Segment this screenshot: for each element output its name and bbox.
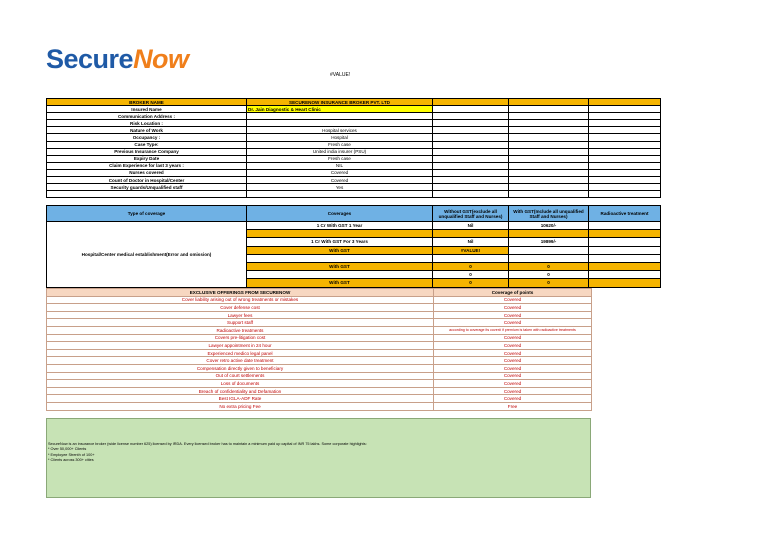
offering-item: Loss of documents <box>47 380 434 388</box>
offering-item: Lawyer appointment in 24 hour <box>47 342 434 350</box>
empty-cell <box>433 141 509 148</box>
info-value: Covered <box>247 177 433 184</box>
info-row <box>47 127 661 134</box>
info-row <box>47 106 661 113</box>
empty-cell <box>509 169 589 176</box>
company-highlights-note <box>46 418 591 498</box>
coverage-name <box>247 254 433 262</box>
with-gst-value <box>509 246 589 254</box>
offering-row <box>47 364 592 372</box>
empty-cell <box>509 184 589 191</box>
offering-row <box>47 342 592 350</box>
info-row <box>47 134 661 141</box>
empty-cell <box>589 113 661 120</box>
coverage-row <box>47 222 661 230</box>
offering-status: Covered <box>434 395 592 403</box>
offering-status: Free <box>434 402 592 410</box>
coverage-name <box>247 230 433 238</box>
info-label: Insured Name <box>47 106 247 113</box>
coverage-name: With GST <box>247 279 433 287</box>
without-gst-value: 0 <box>433 279 509 287</box>
empty-cell <box>509 99 589 106</box>
without-gst-value <box>433 254 509 262</box>
empty-cell <box>433 177 509 184</box>
offering-item: Cover defense cost <box>47 304 434 312</box>
info-value: NIL <box>247 162 433 169</box>
info-row <box>47 162 661 169</box>
info-value: Covered <box>247 169 433 176</box>
securenow-logo <box>46 46 189 73</box>
empty-cell <box>433 169 509 176</box>
offering-row <box>47 357 592 365</box>
without-gst-value: #VALUE! <box>433 246 509 254</box>
offering-row <box>47 296 592 304</box>
empty-cell <box>433 99 509 106</box>
empty-cell <box>433 120 509 127</box>
empty-cell <box>433 127 509 134</box>
info-label: Communication Address : <box>47 113 247 120</box>
offering-row <box>47 349 592 357</box>
empty-cell <box>589 177 661 184</box>
with-gst-value: 0 <box>509 262 589 270</box>
info-row <box>47 177 661 184</box>
offering-row <box>47 380 592 388</box>
coverage-type-label: Hospital/Center medical establishment(Error and omission) <box>47 222 247 288</box>
offering-row <box>47 387 592 395</box>
coverage-name: 1 Cr With GST For 3 Years <box>247 238 433 246</box>
empty-cell <box>509 106 589 113</box>
empty-cell <box>589 127 661 134</box>
broker-name-value: SECURENOW INSURANCE BROKER PVT. LTD <box>247 99 433 106</box>
empty-cell <box>589 238 661 246</box>
empty-cell <box>433 148 509 155</box>
offering-item: Covers pre-litigation cost <box>47 334 434 342</box>
offering-item: Experienced medico legal panel <box>47 349 434 357</box>
offering-item: No extra pricing Fee <box>47 402 434 410</box>
offering-row <box>47 372 592 380</box>
with-gst-header: With GST(Include all unqualified Staff and Nurses) <box>509 206 589 222</box>
info-label: Claim Experience for last 3 years : <box>47 162 247 169</box>
empty-cell <box>589 254 661 262</box>
offering-status: Covered <box>434 364 592 372</box>
info-label: Count of Doctor in Hospital/Center <box>47 177 247 184</box>
empty-cell <box>509 148 589 155</box>
broker-name-label: BROKER NAME <box>47 99 247 106</box>
info-row <box>47 155 661 162</box>
insured-name-value: Dr. Jain Diagnostic & Heart Clinic <box>247 106 433 113</box>
coverage-header-row <box>47 206 661 222</box>
with-gst-value: 0 <box>509 279 589 287</box>
info-label: Case Type: <box>47 141 247 148</box>
info-value: Hospital services <box>247 127 433 134</box>
info-row <box>47 169 661 176</box>
without-gst-value: Nil <box>433 238 509 246</box>
info-row <box>47 141 661 148</box>
offering-status: Covered <box>434 342 592 350</box>
info-label: Nurses covered <box>47 169 247 176</box>
offering-item: Breach of confidentiality and Defamation <box>47 387 434 395</box>
without-gst-header: Without GST(exclude all unqualified Staff and Nurses) <box>433 206 509 222</box>
exclusive-offerings-table <box>46 288 592 411</box>
with-gst-value: 10620/- <box>509 222 589 230</box>
info-label: Nature of Work <box>47 127 247 134</box>
empty-cell <box>589 262 661 270</box>
empty-cell <box>589 271 661 279</box>
empty-cell <box>509 120 589 127</box>
empty-cell <box>589 106 661 113</box>
info-value: United india insurer (PSU) <box>247 148 433 155</box>
offering-status: Covered <box>434 304 592 312</box>
info-label: Risk Location : <box>47 120 247 127</box>
empty-cell <box>509 141 589 148</box>
offering-status: Covered <box>434 349 592 357</box>
offering-status: Covered <box>434 380 592 388</box>
offerings-header: EXCLUSIVE OFFERINGS FROM SECURENOW <box>47 289 434 297</box>
empty-cell <box>589 246 661 254</box>
with-gst-value: 19899/- <box>509 238 589 246</box>
offering-item: Support staff <box>47 319 434 327</box>
empty-cell <box>509 155 589 162</box>
offering-row <box>47 402 592 410</box>
empty-cell <box>509 113 589 120</box>
note-line: * Employee Strenth of 100+ <box>48 452 95 457</box>
empty-cell <box>589 162 661 169</box>
without-gst-value: 0 <box>433 262 509 270</box>
note-line: SecureNow is an insurance broker (wide license number 625) licensed by IRDA. Every licensed broker has to maintain a minimum paid up capital of INR 75 lakhs. Some corporate highlights: <box>48 442 367 446</box>
offerings-header-row <box>47 289 592 297</box>
offering-item: Cover retro active date treatment <box>47 357 434 365</box>
header-value-note: #VALUE! <box>330 72 351 78</box>
empty-cell <box>589 134 661 141</box>
offering-item: Radioactive treatments <box>47 326 434 334</box>
empty-cell <box>589 169 661 176</box>
note-line: * Clients across 300+ cities <box>48 457 94 462</box>
info-row <box>47 120 661 127</box>
without-gst-value <box>433 230 509 238</box>
offering-item: Compensation directly given to beneficiary <box>47 364 434 372</box>
with-gst-value <box>509 230 589 238</box>
coverage-name: With GST <box>247 262 433 270</box>
empty-cell <box>509 177 589 184</box>
offering-status: Covered <box>434 357 592 365</box>
coverage-name <box>247 271 433 279</box>
empty-cell <box>589 222 661 230</box>
offering-item: Cover liability arising out of wrong treatments or mistakes <box>47 296 434 304</box>
type-of-coverage-header: Type of coverage <box>47 206 247 222</box>
empty-cell <box>509 191 589 198</box>
offering-row <box>47 395 592 403</box>
coverage-name: 1 Cr With GST 1 Year <box>247 222 433 230</box>
info-row <box>47 184 661 191</box>
coverage-name: With GST <box>247 246 433 254</box>
offering-row <box>47 326 592 334</box>
offering-row <box>47 334 592 342</box>
info-label: Expiry Date <box>47 155 247 162</box>
empty-cell <box>433 184 509 191</box>
with-gst-value <box>509 254 589 262</box>
info-value <box>247 120 433 127</box>
offering-status: Covered <box>434 296 592 304</box>
empty-cell <box>589 120 661 127</box>
empty-cell <box>433 162 509 169</box>
offering-status: according to coverage its cover# if premium is taken with radioactive treatments <box>434 326 592 334</box>
info-value: Fresh case <box>247 155 433 162</box>
info-value: Yes <box>247 184 433 191</box>
empty-cell <box>589 191 661 198</box>
empty-cell <box>433 113 509 120</box>
empty-cell <box>589 230 661 238</box>
without-gst-value: 0 <box>433 271 509 279</box>
empty-cell <box>433 155 509 162</box>
info-row <box>47 148 661 155</box>
offering-status: Covered <box>434 334 592 342</box>
empty-cell <box>509 127 589 134</box>
empty-cell <box>47 191 247 198</box>
logo-now-text: Now <box>133 44 189 74</box>
offering-item: Best IGLA-ADF Rate <box>47 395 434 403</box>
broker-header-row <box>47 99 661 106</box>
without-gst-value: Nil <box>433 222 509 230</box>
offering-status: Covered <box>434 372 592 380</box>
offering-status: Covered <box>434 387 592 395</box>
empty-cell <box>433 191 509 198</box>
offering-status: Covered <box>434 311 592 319</box>
empty-cell <box>509 162 589 169</box>
info-label: Security guards/Unqualified staff <box>47 184 247 191</box>
with-gst-value: 0 <box>509 271 589 279</box>
broker-info-table <box>46 98 661 198</box>
offering-status: Covered <box>434 319 592 327</box>
offering-item: Out of court settlements <box>47 372 434 380</box>
offering-row <box>47 311 592 319</box>
offering-item: Lawyer fees <box>47 311 434 319</box>
radioactive-header: Radioactive treatment <box>589 206 661 222</box>
empty-cell <box>589 148 661 155</box>
info-row <box>47 113 661 120</box>
empty-cell <box>589 155 661 162</box>
info-value: Fresh case <box>247 141 433 148</box>
note-line: * Over 50,000+ Clients <box>48 447 87 452</box>
empty-cell <box>589 141 661 148</box>
empty-cell <box>247 191 433 198</box>
empty-cell <box>433 134 509 141</box>
empty-cell <box>509 134 589 141</box>
logo-secure-text: Secure <box>46 44 134 74</box>
offering-row <box>47 319 592 327</box>
empty-cell <box>589 99 661 106</box>
info-value <box>247 113 433 120</box>
coverage-points-header: Coverage of points <box>434 289 592 297</box>
empty-cell <box>433 106 509 113</box>
coverage-table <box>46 205 661 288</box>
info-label: Occupancy : <box>47 134 247 141</box>
coverages-header: Coverages <box>247 206 433 222</box>
info-value: Hospital <box>247 134 433 141</box>
offering-row <box>47 304 592 312</box>
empty-cell <box>589 184 661 191</box>
spacer-row <box>47 191 661 198</box>
empty-cell <box>589 279 661 287</box>
info-label: Previous Insurance Company <box>47 148 247 155</box>
